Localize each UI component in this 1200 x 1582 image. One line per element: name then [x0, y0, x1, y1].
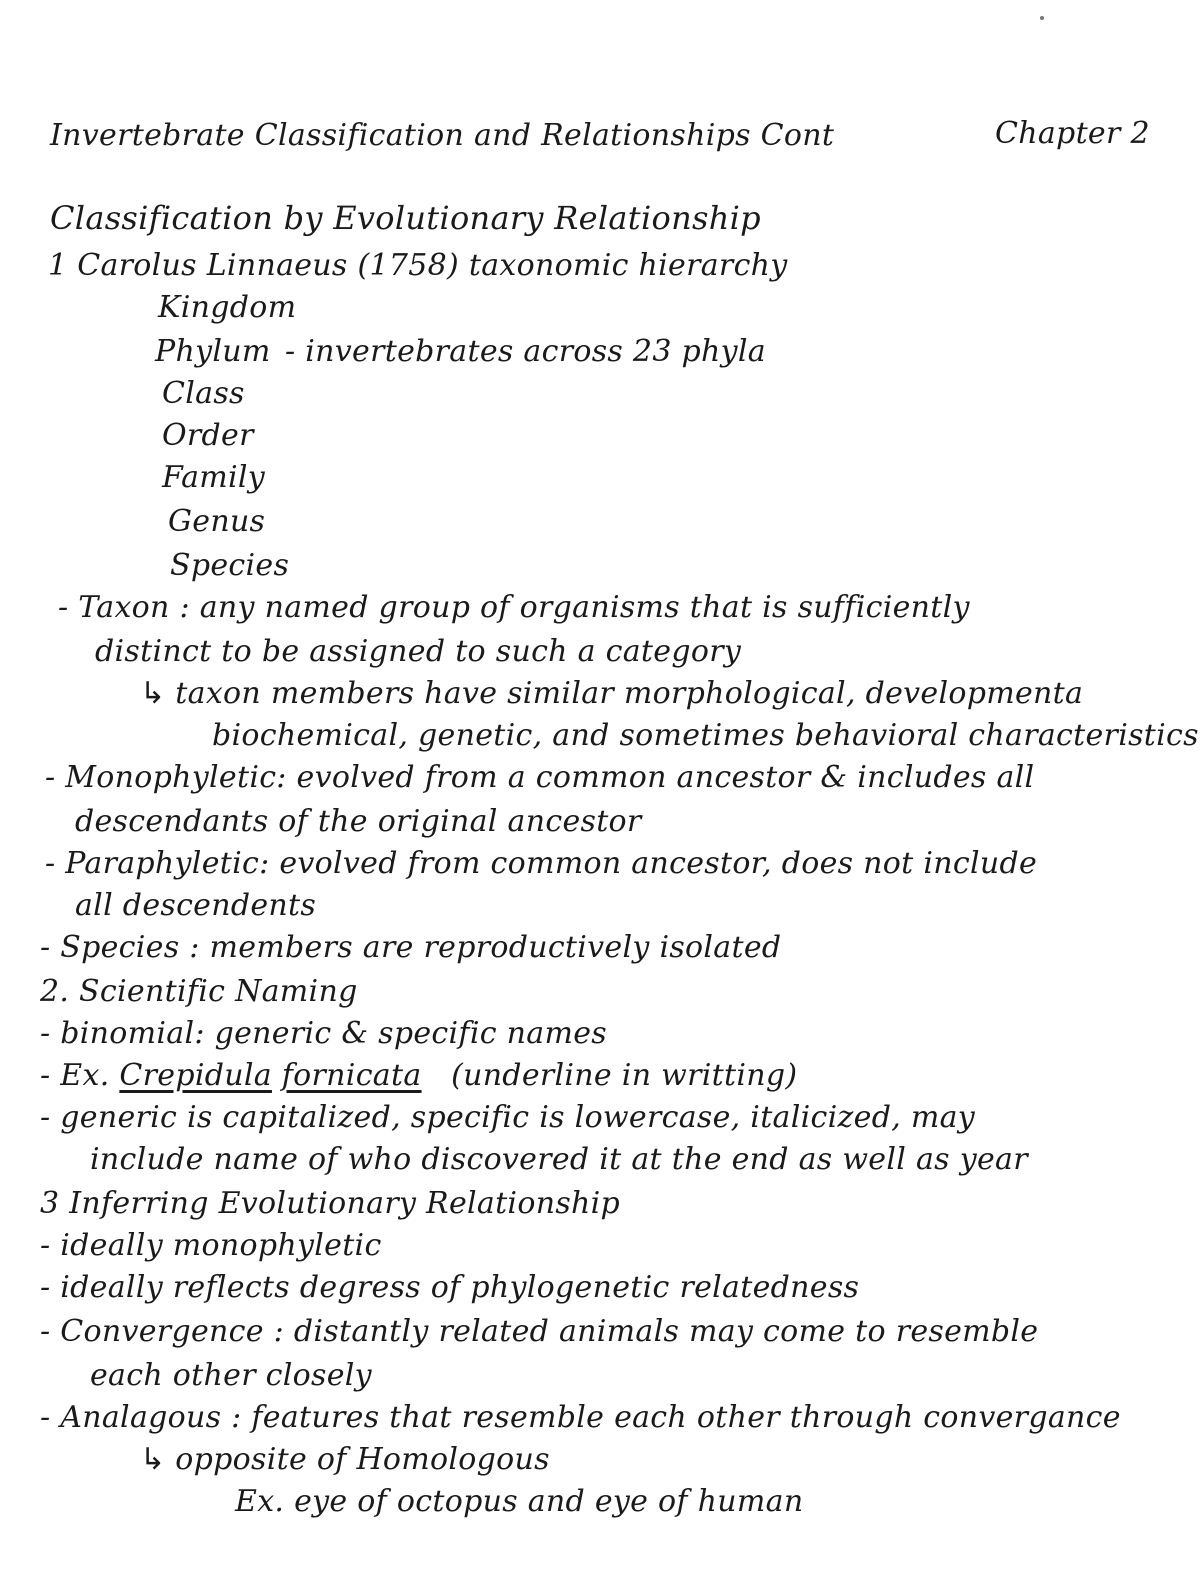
taxon-arrow-line-2: biochemical, genetic, and sometimes behavioral characteristics	[212, 718, 1199, 753]
species-name: fornicata	[281, 1058, 422, 1093]
convergence-line-2: each other closely	[90, 1358, 372, 1393]
relatedness-point: - ideally reflects degress of phylogenetic relatedness	[40, 1270, 860, 1305]
binomial-line: - binomial: generic & specific names	[40, 1016, 607, 1051]
species-note: - Species : members are reproductively isolated	[40, 930, 782, 965]
taxon-arrow-line-1	[140, 676, 1083, 712]
arrow-icon: ↳	[140, 1442, 166, 1477]
taxon-arrow-text: taxon members have similar morphological, developmenta	[175, 676, 1084, 711]
section-heading: Classification by Evolutionary Relationship	[50, 199, 761, 237]
opposite-line	[140, 1442, 550, 1478]
rank-genus: Genus	[168, 504, 266, 539]
rank-kingdom: Kingdom	[158, 290, 297, 325]
scan-speck	[1040, 16, 1044, 20]
monophyletic-point: - ideally monophyletic	[40, 1228, 382, 1263]
monophyletic-line-1: - Monophyletic: evolved from a common ancestor & includes all	[45, 760, 1035, 795]
arrow-icon: ↳	[140, 676, 166, 711]
chapter-label: Chapter 2	[995, 116, 1150, 151]
rank-species: Species	[170, 548, 290, 583]
paraphyletic-line-1: - Paraphyletic: evolved from common ancestor, does not include	[45, 846, 1038, 881]
monophyletic-line-2: descendants of the original ancestor	[75, 804, 642, 839]
page-title: Invertebrate Classification and Relationships Cont	[50, 118, 835, 153]
example-line	[40, 1058, 797, 1094]
rank-order: Order	[162, 418, 254, 453]
analagous-line: - Analagous : features that resemble each other through convergance	[40, 1400, 1121, 1435]
taxon-line-1: - Taxon : any named group of organisms that is sufficiently	[58, 590, 970, 625]
section1-heading: 1 Carolus Linnaeus (1758) taxonomic hierarchy	[48, 248, 788, 283]
example-prefix: - Ex.	[40, 1058, 110, 1093]
paraphyletic-line-2: all descendents	[75, 888, 317, 923]
section2-heading: 2. Scientific Naming	[40, 974, 358, 1009]
example-note: (underline in writting)	[451, 1058, 798, 1093]
naming-rule-line-2: include name of who discovered it at the end as well as year	[90, 1142, 1028, 1177]
rank-class: Class	[162, 376, 245, 411]
rank-phylum: Phylum	[155, 334, 271, 369]
opposite-text: opposite of Homologous	[175, 1442, 550, 1477]
convergence-line-1: - Convergence : distantly related animals may come to resemble	[40, 1314, 1039, 1349]
rank-family: Family	[162, 460, 266, 495]
section3-heading: 3 Inferring Evolutionary Relationship	[40, 1186, 621, 1221]
analagous-example: Ex. eye of octopus and eye of human	[235, 1484, 804, 1519]
genus-name: Crepidula	[119, 1058, 272, 1093]
taxon-line-2: distinct to be assigned to such a category	[95, 634, 742, 669]
naming-rule-line-1: - generic is capitalized, specific is lowercase, italicized, may	[40, 1100, 976, 1135]
phylum-note: - invertebrates across 23 phyla	[285, 334, 766, 369]
